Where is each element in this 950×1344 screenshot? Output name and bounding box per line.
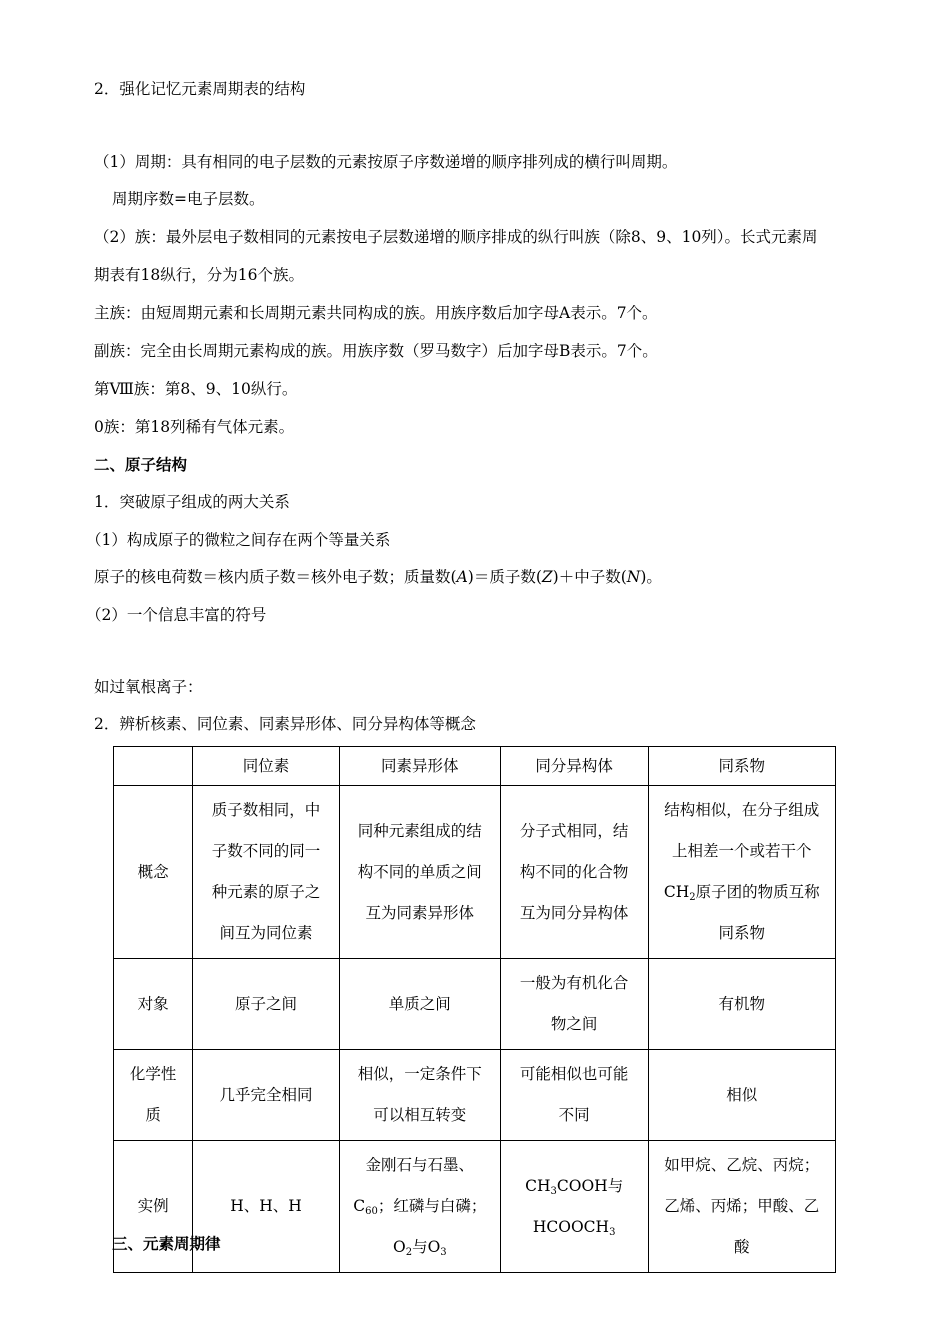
table-cell: 金刚石与石墨、$C_{60}$；红磷与白磷；$O_2$与$O_3$ (339, 1141, 500, 1273)
paragraph-peroxide-example: 如过氧根离子： (94, 678, 203, 696)
section-heading-atomic-structure: 二、原子结构 (94, 456, 188, 474)
table-row-label: 概念 (114, 786, 193, 959)
paragraph-rich-symbol: （2）一个信息丰富的符号 (86, 606, 267, 624)
concept-comparison-table (113, 746, 836, 1273)
table-header-cell: 同位素 (193, 747, 340, 786)
table-header-cell: 同分异构体 (500, 747, 648, 786)
paragraph-group-zero: 0族：第18列稀有气体元素。 (94, 418, 295, 436)
table-header-cell: 同系物 (648, 747, 835, 786)
table-header-cell (114, 747, 193, 786)
paragraph-equal-relations: （1）构成原子的微粒之间存在两个等量关系 (86, 531, 391, 549)
paragraph-mass-number-formula: 原子的核电荷数＝核内质子数＝核外电子数；质量数(A)＝质子数(Z)＋中子数(N)。 (94, 568, 662, 586)
table-cell: $CH_3COOH$与$HCOOCH_3$ (500, 1141, 648, 1273)
table-row (114, 959, 836, 1050)
table-cell: 可能相似也可能不同 (500, 1050, 648, 1141)
paragraph-period-definition: （1）周期：具有相同的电子层数的元素按原子序数递增的顺序排列成的横行叫周期。 (94, 153, 678, 171)
table-header-cell: 同素异形体 (339, 747, 500, 786)
table-row-label: 实例 (114, 1141, 193, 1273)
table-cell: 结构相似，在分子组成上相差一个或若干个$CH_2$原子团的物质互称同系物 (648, 786, 835, 959)
table-cell: 有机物 (648, 959, 835, 1050)
section-heading-periodic-law: 三、元素周期律 (112, 1235, 221, 1253)
table-cell: 一般为有机化合物之间 (500, 959, 648, 1050)
table-row-label: 化学性质 (114, 1050, 193, 1141)
section-subheading-periodic-table: 2．强化记忆元素周期表的结构 (94, 80, 306, 98)
table-cell: H、H、H (193, 1141, 340, 1273)
paragraph-period-number: 周期序数=电子层数。 (112, 190, 265, 208)
table-cell: 同种元素组成的结构不同的单质之间互为同素异形体 (339, 786, 500, 959)
table-cell: 分子式相同，结构不同的化合物互为同分异构体 (500, 786, 648, 959)
paragraph-group-definition: （2）族：最外层电子数相同的元素按电子层数递增的顺序排成的纵行叫族（除8、9、10列）。长式元素周 (94, 228, 818, 246)
table-cell: 质子数相同，中子数不同的同一种元素的原子之间互为同位素 (193, 786, 340, 959)
table-cell: 如甲烷、乙烷、丙烷；乙烯、丙烯；甲酸、乙酸 (648, 1141, 835, 1273)
table-row (114, 1141, 836, 1273)
paragraph-group-viii: 第Ⅷ族：第8、9、10纵行。 (94, 380, 298, 398)
table-cell: 单质之间 (339, 959, 500, 1050)
table-row (114, 786, 836, 959)
paragraph-main-group: 主族：由短周期元素和长周期元素共同构成的族。用族序数后加字母A表示。7个。 (94, 304, 658, 322)
table-cell: 原子之间 (193, 959, 340, 1050)
paragraph-group-definition-cont: 期表有18纵行，分为16个族。 (94, 266, 304, 284)
table-header-row (114, 747, 836, 786)
table-cell: 相似，一定条件下可以相互转变 (339, 1050, 500, 1141)
table-cell: 几乎完全相同 (193, 1050, 340, 1141)
paragraph-concepts-comparison: 2．辨析核素、同位素、同素异形体、同分异构体等概念 (94, 715, 476, 733)
table-row (114, 1050, 836, 1141)
table-row-label: 对象 (114, 959, 193, 1050)
table-cell: 相似 (648, 1050, 835, 1141)
paragraph-sub-group: 副族：完全由长周期元素构成的族。用族序数（罗马数字）后加字母B表示。7个。 (94, 342, 658, 360)
paragraph-two-relations: 1．突破原子组成的两大关系 (94, 493, 290, 511)
